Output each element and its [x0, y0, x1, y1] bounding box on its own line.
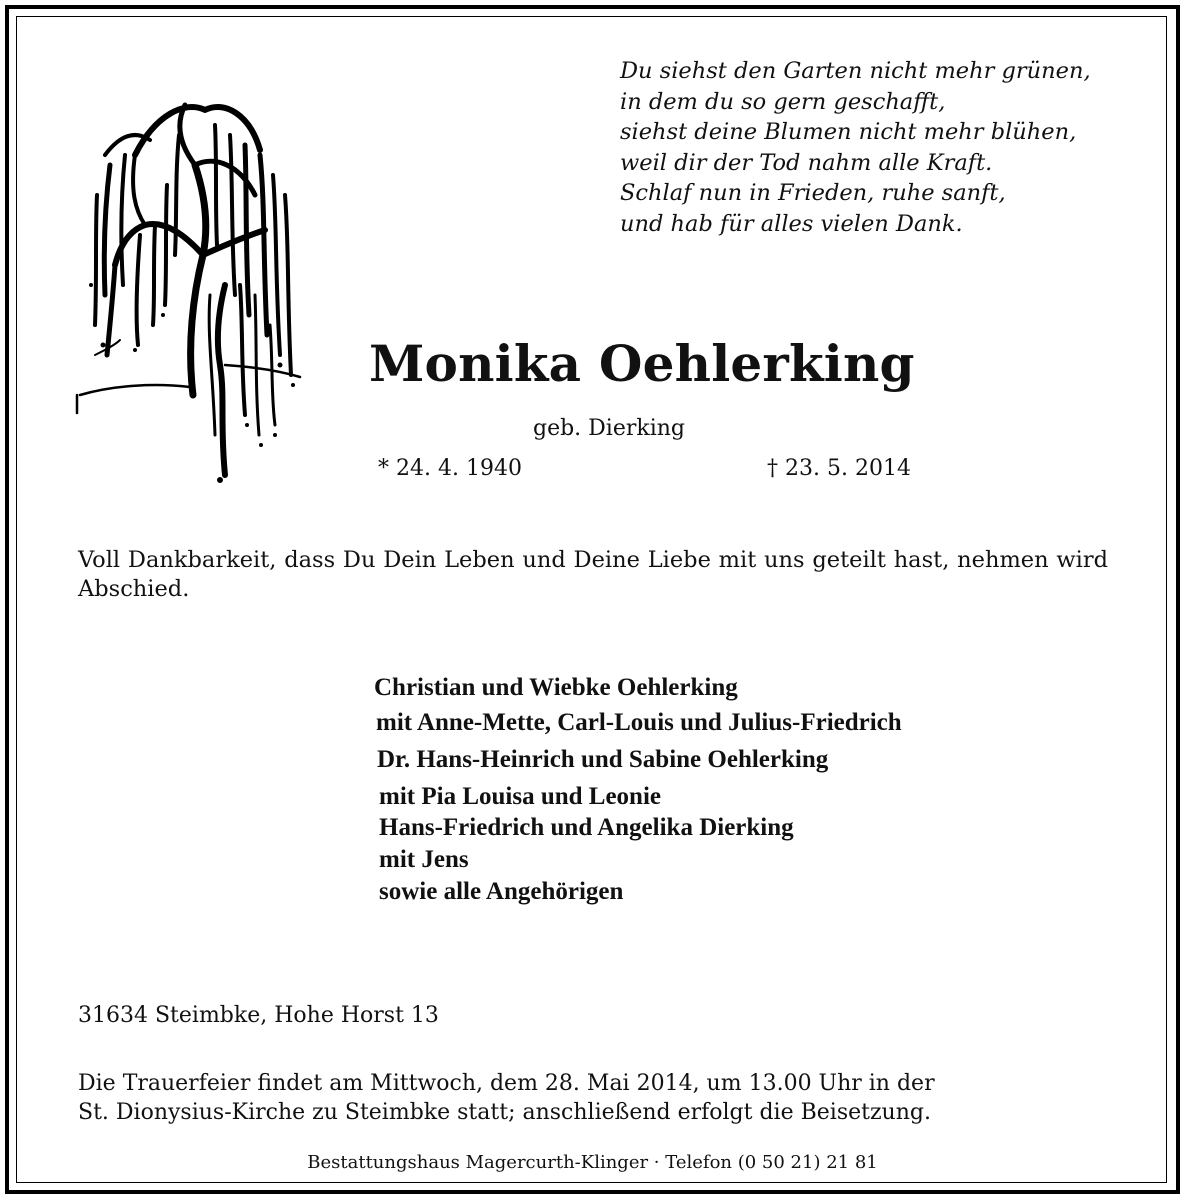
poem-line: in dem du so gern geschafft,: [620, 88, 946, 115]
poem-line: und hab für alles vielen Dank.: [620, 210, 963, 237]
deceased-name: Monika Oehlerking: [369, 334, 915, 393]
mourner-line: mit Jens: [379, 846, 469, 873]
service-line: St. Dionysius-Kirche zu Steimbke statt; anschließend erfolgt die Beisetzung.: [78, 1100, 931, 1125]
mourner-line: Hans-Friedrich und Angelika Dierking: [379, 814, 794, 841]
farewell-message: Voll Dankbarkeit, dass Du Dein Leben und Deine Liebe mit uns geteilt hast, nehmen wird Abschied.: [78, 547, 1108, 602]
poem: [620, 56, 1091, 239]
birth-date: * 24. 4. 1940: [378, 456, 522, 481]
address: 31634 Steimbke, Hohe Horst 13: [78, 1003, 439, 1028]
poem-line: Du siehst den Garten nicht mehr grünen,: [620, 58, 1091, 84]
weeping-willow-illustration: [75, 95, 305, 485]
death-date: † 23. 5. 2014: [767, 456, 911, 481]
service-line: Die Trauerfeier findet am Mittwoch, dem 28. Mai 2014, um 13.00 Uhr in der: [78, 1071, 935, 1096]
poem-line: Schlaf nun in Frieden, ruhe sanft,: [620, 180, 1006, 206]
funeral-home-footer: Bestattungshaus Magercurth-Klinger · Telefon (0 50 21) 21 81: [307, 1152, 878, 1173]
poem-line: siehst deine Blumen nicht mehr blühen,: [620, 119, 1077, 145]
mourner-line: Christian und Wiebke Oehlerking: [374, 674, 738, 701]
mourner-line: mit Pia Louisa und Leonie: [379, 783, 661, 810]
poem-line: weil dir der Tod nahm alle Kraft.: [620, 149, 993, 176]
mourner-line: sowie alle Angehörigen: [379, 878, 624, 905]
maiden-name: geb. Dierking: [533, 416, 686, 441]
mourner-line: Dr. Hans-Heinrich und Sabine Oehlerking: [377, 746, 829, 773]
funeral-service-notice: [78, 1069, 935, 1127]
mourner-line: mit Anne-Mette, Carl-Louis und Julius-Friedrich: [376, 709, 902, 736]
